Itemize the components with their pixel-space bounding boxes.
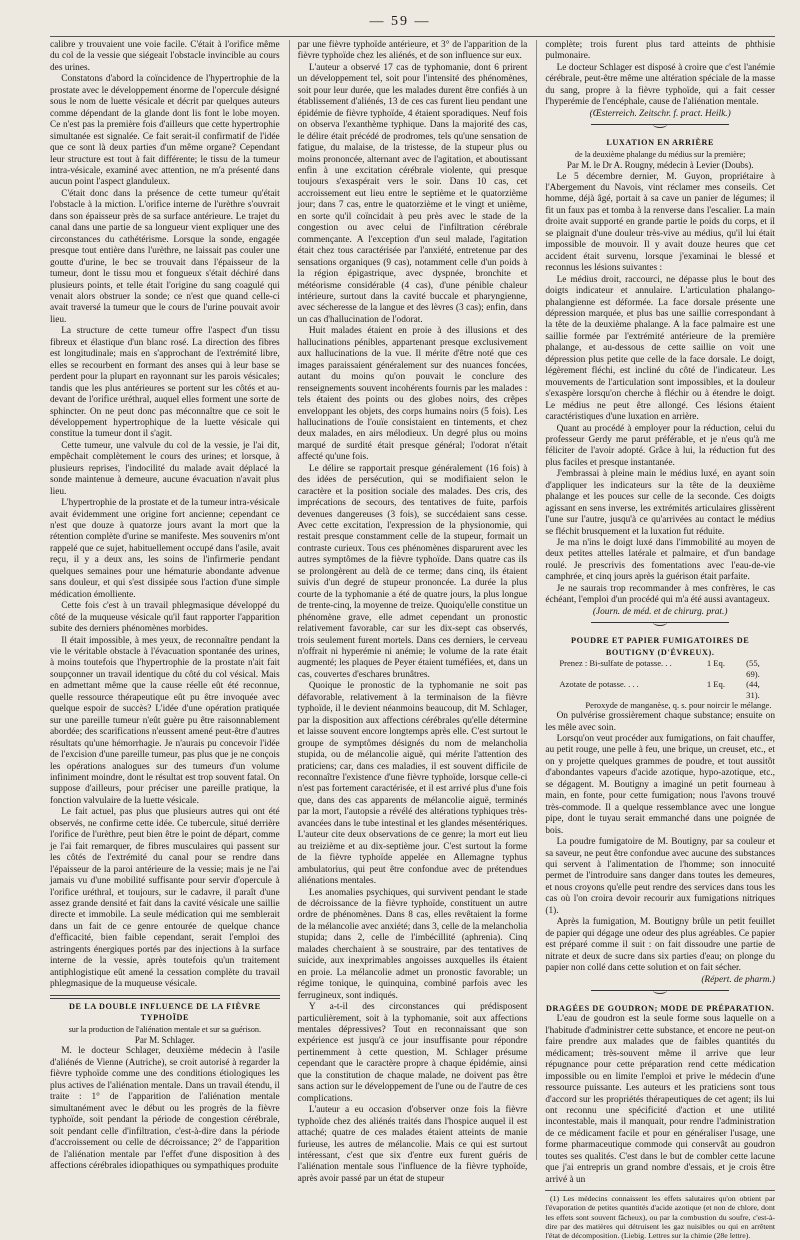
paragraph: Constatons d'abord la coïncidence de l'hypertrophie de la prostate avec le développement énorme de l'opercule désigné sous le nom de luette vésicale et décrit par quelques auteurs comme dépendant de la glande dont lis font le lobe moyen. Ce n'est pas la première fois d'ailleurs que cette hypertrophie simultanée est signalée. Ce fait serait-il confirmatif de l'idée que ce sont là deux parties d'un même organe? Cependant leur structure est tout à fait différente; le tissu de la tumeur intra-vésicale, examiné avec attention, ne m'a présenté dans aucun point l'aspect glanduleux. bbox=[50, 74, 280, 188]
article-title: DE LA DOUBLE INFLUENCE DE LA FIÈVRE TYPHOÏDE bbox=[69, 1001, 261, 1023]
source-reference: (Répert. de pharm.) bbox=[701, 974, 776, 985]
paragraph: J'embrassai à pleine main le médius luxé, en ayant soin d'appliquer les indicateurs sur la tête de la deuxième phalange et les pouces sur celle de la seconde. Ces doigts agissant en sens inverse, les extrémités articulaires glissèrent l'une sur l'autre, jusqu'à ce qu'arrivées au contact le médius se fléchit brusquement et la luxation fut réduite. bbox=[545, 469, 776, 537]
formula-row bbox=[545, 679, 775, 700]
paragraph: Lorsqu'on veut procéder aux fumigations, on fait chauffer, au petit rouge, une pelle à feu, une brique, un creuset, etc., et on y projette quelques grammes de poudre, et tout aussitôt d'abondantes vapeurs d'acide azotique, hypo-azotique, etc., se dégagent. M. Boutigny a imaginé un petit fourneau à main, en fonte, pour cette fumigation; nous l'avons trouvé très-commode. Il a quelque ressemblance avec une longue pipe, dont le tuyau serait emmanché dans une poignée de bois. bbox=[545, 733, 776, 836]
formula-ingredient: Peroxyde de manganèse, q. s. pour noircir le mélange. bbox=[585, 700, 772, 711]
paragraph: Le délire se rapportait presque généralement (16 fois) à des idées de persécution, qui se modifiaient selon le caractère et la position sociale des malades. Des cris, des imprécations de secours, des tentatives de fuite, parfois devenues dangereuses (3 fois), se succédaient sans cesse. Avec cette excitation, l'expression de la physionomie, qui restait presque constamment celle de la stupeur, formait un contraste curieux. Tous ces phénomènes disparurent avec les autres symptômes de la fièvre typhoïde. Dans quatre cas ils se prolongèrent au delà de ce terme; dans cinq, ils étaient suivis d'un degré de stupeur prononcée. La durée la plus courte de la typhomanie a été de quatre jours, la plus longue de trente-cinq, la moyenne de treize. Quoiqu'elle constitue un phénomène grave, elle admet cependant un pronostic relativement favorable, car sur les dix-sept cas observés, trois seulement furent mortels. Dans ces derniers, le cerveau n'offrait ni hyperémie ni anémie; le volume de la rate était augmenté; les plaques de Peyer étaient tuméfiées, et, dans un cas, couvertes d'eschares brunâtres. bbox=[297, 463, 528, 680]
paragraph: calibre y trouvaient une voie facile. C'était à l'orifice même du col de la vessie que siégeait l'obstacle invincible au cours des urines. bbox=[50, 40, 280, 73]
header-rule bbox=[50, 36, 775, 37]
paragraph: Quant au procédé à employer pour la réduction, celui du professeur Gerdy me parut préférable, et je n'eus qu'à me féliciter de l'avoir adopté. Grâce à lui, la réduction fut des plus faciles et presque instantanée. bbox=[545, 423, 776, 468]
column-2 bbox=[289, 40, 528, 1184]
paragraph: La structure de cette tumeur offre l'aspect d'un tissu fibreux et élastique d'un blanc rosé. La direction des fibres est longitudinale; mais en s'approchant de l'extrémité libre, elles se recourbent en formant des anses qui à leur base se perdent pour la plupart en rayonnant sur les parois vésicales; tandis que les plus antérieures se portent sur les côtés et au-devant de l'orifice uréthral, auquel elles forment une sorte de sphincter. On ne peut donc pas méconnaître que ce soit le développement hypertrophique de la luette vésicale qui constitue la tumeur dont il s'agit. bbox=[50, 326, 280, 440]
source-reference: (Journ. de méd. et de chirurg. prat.) bbox=[592, 606, 728, 617]
formula-value: (44, 31). bbox=[746, 679, 760, 700]
paragraph: par une fièvre typhoïde antérieure, et 3° de l'apparition de la fièvre typhoïde chez les aliénés, et de son influence sur eux. bbox=[297, 40, 528, 62]
text-columns bbox=[50, 40, 776, 1240]
paragraph: Huit malades étaient en proie à des illusions et des hallucinations pénibles, appartenant presque exclusivement aux hallucinations de la vue. Il mérite d'être noté que ces images paraissaient généralement sur des nuances foncées, autant du moins qu'on pouvait le conclure des renseignements souvent incohérents fournis par les malades : tels étaient des points ou des globes noirs, des crêpes enveloppant les objets, des corps humains noirs (5 fois). Les hallucinations de l'ouïe consistaient en tintements, et chez deux malades, en airs mélodieux. Un degré plus ou moins marqué de surdité était presque général; l'odorat n'était affecté qu'une fois. bbox=[297, 326, 528, 463]
formula-row bbox=[545, 658, 775, 679]
paragraph: Le 5 décembre dernier, M. Guyon, propriétaire à l'Abergement du Navois, vint réclamer mes conseils. Cet homme, déjà âgé, portait à sa cave un panier de légumes; il fit un faux pas et tomba à la renverse dans l'escalier. La main droite avait supporté en grande partie le poids du corps, et il se plaignait d'une douleur très-vive au médius, qu'il lui était impossible de mouvoir. Il y avait douze heures que cet accident était survenu, lorsque j'examinai le blessé et reconnus les lésions suivantes : bbox=[545, 171, 776, 274]
page-number: — 59 — bbox=[369, 14, 431, 29]
paragraph: L'auteur a eu occasion d'observer onze fois la fièvre typhoïde chez des aliénés traités dans l'hospice auquel il est attaché; quatre de ces malades étaient atteints de manie furieuse, les autres de mélancolie. Mais ce qui est surtout intéressant, c'est que six d'entre eux furent guéris de l'aliénation mentale sous l'influence de la fièvre typhoïde, après avoir passé par un état de stupeur bbox=[297, 1105, 528, 1184]
section-divider bbox=[50, 995, 280, 999]
formula-quantity: 1 Eq. bbox=[706, 679, 725, 690]
source-reference: (Œsterreich. Zeitschr. f. pract. Heilk.) bbox=[589, 108, 731, 119]
footnote-text: (1) Les médecins connaissent les effets salutaires qu'on obtient par l'évaporation de petites quantités d'acide azotique (et non de chlore, dont les effets sont souvent fâcheux), ou par la combustion du soufre, c'est-à-dire par des matières qui détruisent les gaz nuisibles ou qui en arrêtent l'état de décomposition. (Liebig. Lettres sur la chimie (28e lettre). bbox=[545, 1194, 776, 1240]
formula-block bbox=[545, 658, 775, 711]
column-1 bbox=[50, 40, 280, 1171]
paragraph: Je ma n'ins le doigt luxé dans l'immobilité au moyen de deux petites attelles latérale et palmaire, et d'un bandage roulé. Je prescrivis des fomentations avec l'eau-de-vie camphrée, et cinq jours après la guérison était parfaite. bbox=[545, 538, 776, 583]
paragraph: Le docteur Schlager est disposé à croire que c'est l'anémie cérébrale, peut-être même une altération spéciale de la masse du sang, propre à la fièvre typhoïde, qui a fait cesser l'hyperémie de l'encéphale, cause de l'aliénation mentale. bbox=[545, 62, 776, 108]
article-title: DRAGÉES DE GOUDRON; MODE DE PRÉPARATION. bbox=[545, 1003, 775, 1013]
ornament-divider bbox=[591, 990, 729, 1001]
paragraph: On pulvérise grossièrement chaque substance; ensuite on les mêle avec soin. bbox=[545, 711, 776, 733]
formula-quantity: 1 Eq. bbox=[706, 658, 725, 669]
paragraph: L'auteur a observé 17 cas de typhomanie, dont 6 prirent un développement tel, soit pour l'intensité des phénomènes, soit pour leur durée, que les malades durent être confiés à un établissement d'aliénés, 13 de ces cas furent lieu pendant une épidémie de fièvre typhoïde, 4 étaient sporadiques. Neuf fois on observa l'exanthème typhique. Dans la majorité des cas, le délire était précédé de prodromes, tels qu'une sensation de fatigue, du malaise, de la tristesse, de la stupeur plus ou moins prononcée, alternant avec de l'agitation, et aboutissant enfin à une excitation cérébrale violente, qui presque toujours s'exaspérait vers le soir. Dans 10 cas, cet accroissement eut lieu entre le septième et le quatorzième jour; dans 7 cas, entre le quatorzième et le vingt et unième, en sorte qu'il coïncidait à peu près avec le stade de la congestion ou avec celui de l'infiltration cérébrale commençante. A l'exception d'un seul malade, l'agitation était chez tous caractérisée par l'anxiété, entretenue par des sensations organiques (9 cas), notamment celle d'un poids à la région épigastrique, avec dyspnée, bronchite et météorisme considérable (4 cas), d'une pénible chaleur intérieure, surtout dans la cavité buccale et pharyngienne, avec sécheresse de la langue et des lèvres (3 cas); enfin, dans un cas d'hallucination de l'odorat. bbox=[297, 62, 528, 325]
footnote bbox=[545, 1190, 775, 1240]
article-subtitle: de la deuxième phalange du médius sur la première; bbox=[574, 149, 746, 159]
paragraph: L'eau de goudron est la seule forme sous laquelle on a l'habitude d'administrer cette substance, et encore ne peut-on faire prendre aux malades que de faibles quantités du médicament; très-souvent même il arrive que leur répugnance pour cette préparation rend cette médication impossible ou en limite l'emploi et prive le médecin d'une ressource puissante. Les auteurs et les praticiens sont tous d'accord sur les propriétés thérapeutiques de cet agent; ils lui ont reconnu une spécificité d'action et une utilité incontestable, mais il manquait, pour rendre l'administration de ce médicament facile et pour en généraliser l'usage, une forme pharmaceutique commode qui conservât au goudron toutes ses qualités. C'est dans le but de combler cette lacune que j'ai entrepris un grand nombre d'essais, et je crois être arrivé à un bbox=[545, 1014, 776, 1185]
paragraph: Après la fumigation, M. Boutigny brûle un petit feuillet de papier qui dégage une odeur des plus agréables. Ce papier est préparé comme il suit : on fait dissoudre une partie de nitrate et deux de sucre dans six parties d'eau; on plonge du papier non collé dans cette solution et on fait sécher. bbox=[545, 917, 776, 974]
formula-ingredient: Azotate de potasse. . . . bbox=[559, 679, 639, 690]
paragraph: La poudre fumigatoire de M. Boutigny, par sa couleur et sa saveur, ne peut être confondue avec aucune des substances qui servent à l'alimentation de l'homme; son innocuité permet de l'introduire sans danger dans toutes les demeures, et nous croyons qu'elle peut rendre des services dans tous les cas où l'on croira devoir recourir aux fumigations nitriques (1). bbox=[545, 837, 776, 916]
ornament-divider bbox=[591, 622, 729, 633]
paragraph: M. le docteur Schlager, deuxième médecin à l'asile d'aliénés de Vienne (Autriche), se croit autorisé à regarder la fièvre typhoïde comme une des conditions étiologiques les plus actives de l'aliénation mentale. Dans un travail étendu, il traite : 1° de l'apparition de l'aliénation mentale simultanément avec le début ou les progrès de la fièvre typhoïde, soit pendant la période de congestion cérébrale, soit pendant celle d'infiltration, c'est-à-dire dans la période d'accroissement ou celle de décroissance; 2° de l'apparition de l'aliénation mentale par l'effet d'une disposition à des affections cérébrales idiopathiques ou sympathiques produite bbox=[50, 1046, 280, 1171]
paragraph: Je ne saurais trop recommander à mes confrères, le cas échéant, l'emploi d'un procédé qui m'a été aussi avantageux. bbox=[545, 583, 776, 606]
formula-row bbox=[545, 700, 775, 711]
formula-ingredient: Prenez : Bi-sulfate de potasse. . . bbox=[559, 658, 672, 669]
paragraph: Cette tumeur, une valvule du col de la vessie, je l'ai dit, empêchait complètement le cours des urines; et lorsque, à plusieurs reprises, l'indocilité du malade avait déplacé la sonde maintenue à demeure, aucune évacuation n'avait plus lieu. bbox=[50, 440, 280, 497]
ornament-divider bbox=[591, 124, 729, 135]
paragraph: Y a-t-il des circonstances qui prédisposent particulièrement, soit à la typhomanie, soit aux affections mentales dépressives? Tout en reconnaissant que son expérience est jusqu'à ce jour insuffisante pour répondre pertinemment à cette question, M. Schlager présume cependant que le caractère propre à chaque épidémie, ainsi que la constitution de chaque malade, ne doivent pas être sans action sur le développement de l'une ou de l'autre de ces complications. bbox=[297, 1002, 528, 1104]
article-subtitle: sur la production de l'aliénation mentale et sur sa guérison. bbox=[68, 1024, 262, 1034]
paragraph: Les anomalies psychiques, qui survivent pendant le stade de décroissance de la fièvre typhoïde, constituent un autre ordre de phénomènes. Dans 8 cas, elles revêtaient la forme de la mélancolie avec anxiété; dans 3, celle de la melancholia stupida; dans 2, celle de l'imbécillité (aphrenia). Cinq malades cherchaient à se soustraire, par des tentatives de suicide, aux inexprimables angoisses auxquelles ils étaient en proie. La mélancolie admet un pronostic favorable; un régime tonique, le quinquina, combiné parfois avec les ferrugineux, sont indiqués. bbox=[297, 887, 528, 1001]
paragraph: complète; trois furent plus tard atteints de phthisie pulmonaire. bbox=[545, 40, 776, 62]
paragraph: Le médius droit, raccourci, ne dépasse plus le bout des doigts indicateur et annulaire. L'articulation phalango-phalangienne est déformée. La face dorsale présente une dépression marquée, et plus bas une saillie correspondant à la tête de la deuxième phalange. A la face palmaire est une saillie formée par l'extrémité antérieure de la première phalange, et au-dessous de cette saillie on voit une dépression plus petite que celle de la face dorsale. Le doigt, légèrement fléchi, est incliné du côté de l'indicateur. Les mouvements de l'articulation sont impossibles, et la douleur s'exaspère lorsqu'on cherche à fléchir ou à étendre le doigt. Le médius ne peut être allongé. Ces lésions étaient caractéristiques d'une luxation en arrière. bbox=[545, 274, 776, 423]
article-title: POUDRE ET PAPIER FUMIGATOIRES DE BOUTIGNY (D'ÉVREUX). bbox=[571, 636, 750, 657]
paragraph: Il était impossible, à mes yeux, de reconnaître pendant la vie le véritable obstacle à l'évacuation spontanée des urines, à moins toutefois que l'hypertrophie de la prostate n'ait fait soupçonner un travail identique du côté du col vésical. Mais en admettant même que la cause réelle eût été reconnue, quelle ressource thérapeutique eût pu être invoquée avec quelque espoir de succès? L'idée d'une opération pratiquée sur une pareille tumeur n'eût guère pu être raisonnablement abordée; des scarifications n'eussent amené peut-être d'autres résultats qu'une hémorrhagie. Je n'aurais pu concevoir l'idée de l'excision d'une pareille tumeur, pas plus que je ne conçois les opérations analogues sur des tumeurs d'un volume infiniment moindre, dont le résultat est trop souvent fatal. On suppose d'ailleurs, pour préciser une pareille pratique, la fonction valvulaire de la luette vésicale. bbox=[50, 635, 280, 806]
formula-value: (55, 69). bbox=[746, 658, 760, 679]
article-byline: Par M. Schlager. bbox=[134, 1034, 195, 1045]
paragraph: L'hypertrophie de la prostate et de la tumeur intra-vésicale avait évidemment une origine fort ancienne; cependant ce n'est que douze à quatorze jours avant la mort que la rétention complète d'urine se manifeste. Mes souvenirs m'ont rappelé que ce sujet, habituellement occupé dans l'asile, avait reçu, il y a deux ans, les soins de l'infirmerie pendant quelques semaines pour une hématurie abondante advenue sans douleur, et qui s'est dissipée sous l'action d'une simple médication émolliente. bbox=[50, 498, 280, 600]
paragraph: Le fait actuel, pas plus que plusieurs autres qui ont été observés, ne confirme cette idée. Ce tubercule, situé derrière l'orifice de l'urèthre, peut bien être le point de départ, comme je l'ai fait remarquer, de fibres musculaires qui passent sur les côtés de l'extrémité du canal pour se rendre dans l'épaisseur de la paroi antérieure de la vessie; mais je ne l'ai jamais vu d'une mobilité suffisante pour servir d'opercule à l'orifice uréthral, et toujours, sur le cadavre, il paraît d'une assez grande densité et fait dans la cavité vésicale une saillie directe et immobile. La seule médication qui me semblerait dans un fait de ce genre entourée de quelque chance d'efficacité, bien faible cependant, serait l'emploi des astringents énergiques portés par des injections à la surface interne de la vessie, après toutefois qu'un traitement antiphlogistique eût amené la cessation complète du travail phlegmasique de la muqueuse vésicale. bbox=[50, 807, 280, 990]
paragraph: C'était donc dans la présence de cette tumeur qu'était l'obstacle à la miction. L'orifice interne de l'urèthre s'ouvrait dans son épaisseur près de sa surface antérieure. Le trajet du canal dans une partie de sa longueur vient expliquer une des circonstances du cathétérisme. Lorsque la sonde, engagée presque tout entière dans l'urèthre, ne laissait pas couler une goutte d'urine, le bec se trouvait dans l'épaisseur de la tumeur, dont le tissu mou et fongueux s'était déchiré dans plusieurs points, et telle était l'origine du sang coagulé qui venait alors obstruer la sonde; ce n'est que quand celle-ci avait traversé la tumeur que le cours de l'urine pouvait avoir lieu. bbox=[50, 188, 280, 325]
paragraph: Cette fois c'est à un travail phlegmasique développé du côté de la muqueuse vésicale qu'il faut rapporter l'apparition subite des derniers phénomènes morbides. bbox=[50, 601, 280, 635]
paragraph: Quoique le pronostic de la typhomanie ne soit pas défavorable, relativement à la terminaison de la fièvre typhoïde, il le devient néanmoins beaucoup, dit M. Schlager, par la disposition aux affections cérébrales qu'elle détermine et laisse souvent encore longtemps après elle. C'est surtout le groupe de symptômes désignés du nom de melancholia stupida, ou de mélancolie aiguë, qui mérite l'attention des praticiens; car, dans ces maladies, il est souvent difficile de reconnaître l'existence d'une fièvre typhoïde, lorsque celle-ci n'est pas fortement caractérisée, et il est arrivé plus d'une fois que, dans des cas apparents de mélancolie aiguë, terminés par la mort, l'autopsie a révélé des altérations typhiques très-avancées dans le tube intestinal et les glandes mésentériques. L'auteur cite deux observations de ce genre; la mort eut lieu au treizième et au dix-septième jour. C'est surtout la forme de la fièvre typhoïde appelée en Allemagne typhus ambulatorius, qui peut être confondue avec de prétendues aliénations mentales. bbox=[297, 681, 528, 887]
article-title: LUXATION EN ARRIÈRE bbox=[606, 138, 715, 148]
column-3 bbox=[536, 40, 776, 1240]
article-byline: Par M. le Dr A. Rougny, médecin à Levier (Doubs). bbox=[566, 160, 754, 171]
